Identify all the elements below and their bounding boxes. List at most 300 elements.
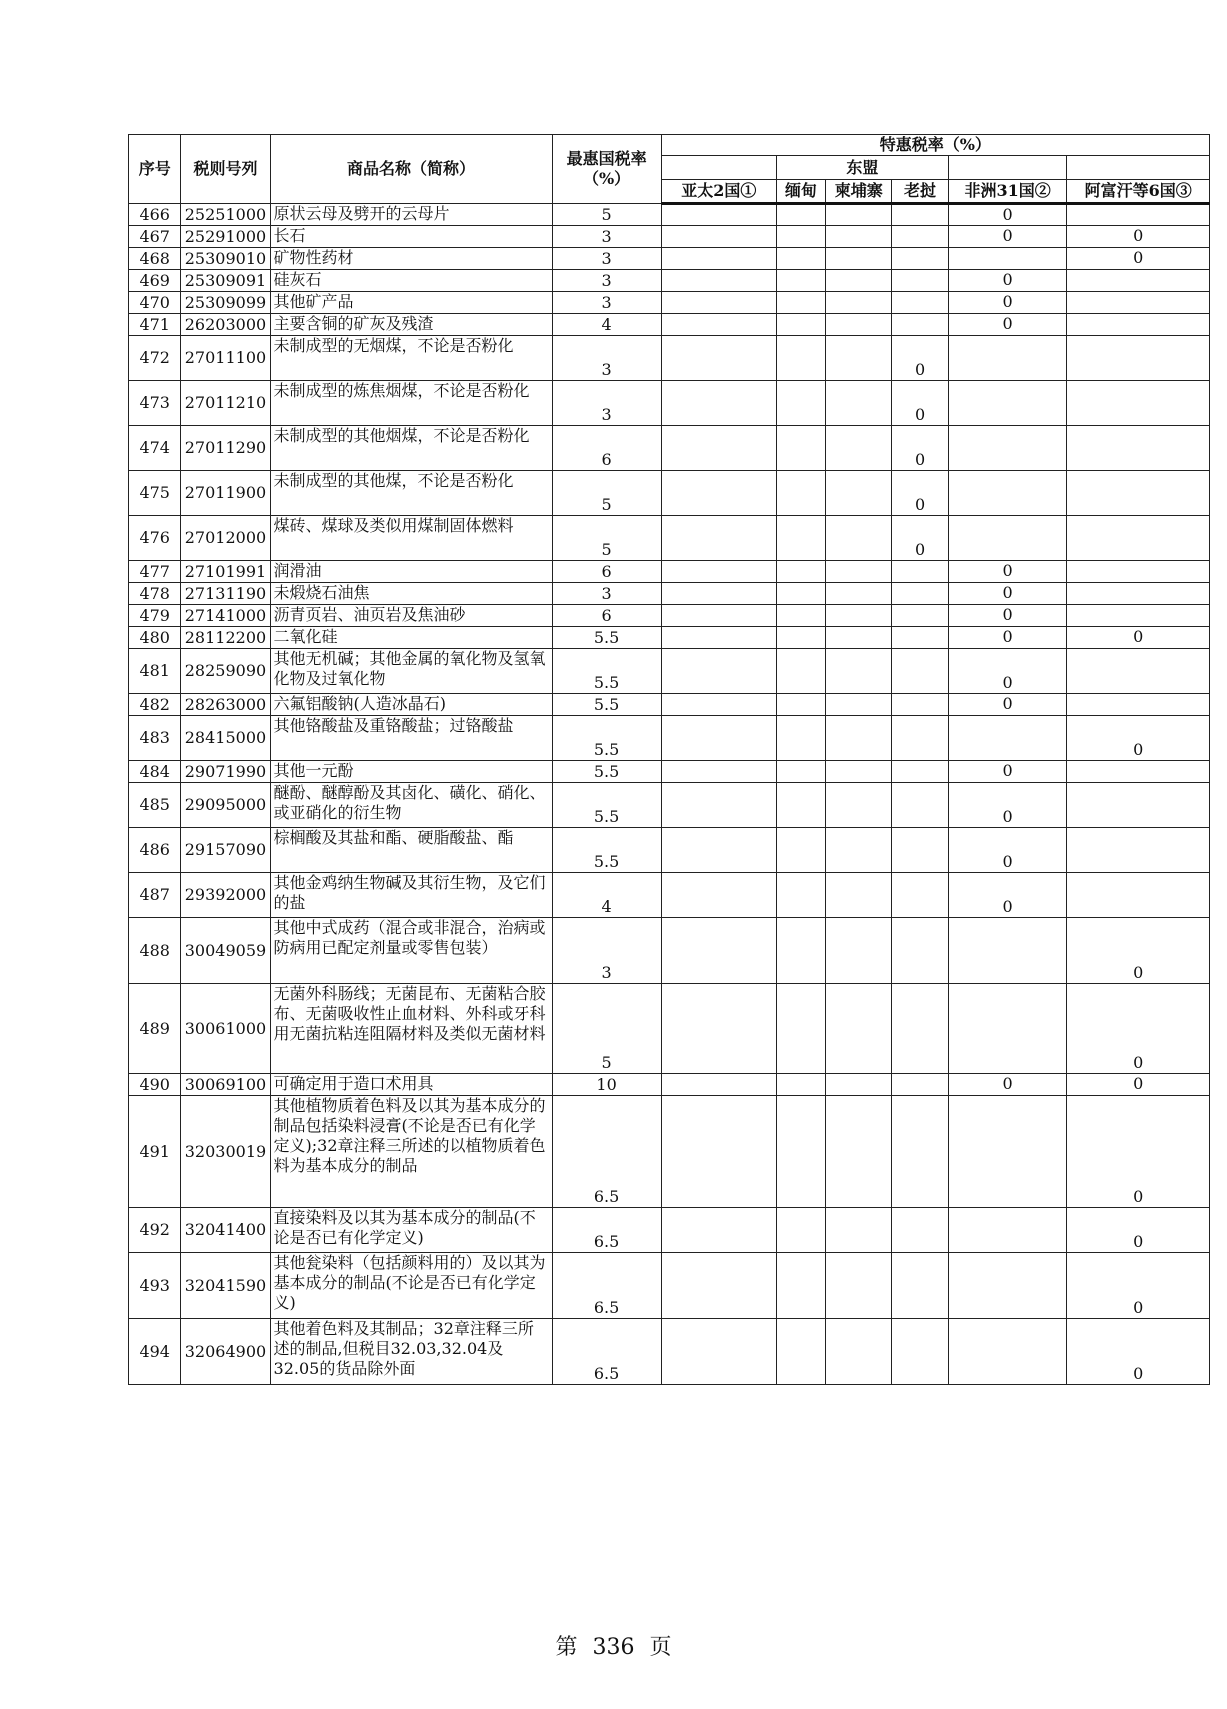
table-row bbox=[129, 694, 1210, 716]
cell-myanmar bbox=[776, 381, 825, 426]
cell-mfn: 5.5 bbox=[552, 649, 661, 694]
cell-mfn: 10 bbox=[552, 1074, 661, 1096]
cell-seq: 490 bbox=[129, 1074, 181, 1096]
cell-seq: 481 bbox=[129, 649, 181, 694]
cell-myanmar bbox=[776, 426, 825, 471]
cell-apta bbox=[661, 984, 776, 1074]
cell-cambodia bbox=[826, 426, 892, 471]
cell-africa bbox=[948, 918, 1066, 984]
table-row bbox=[129, 918, 1210, 984]
cell-laos bbox=[892, 649, 949, 694]
cell-code: 25309010 bbox=[181, 248, 270, 270]
cell-name: 其他无机碱；其他金属的氧化物及氢氧化物及过氧化物 bbox=[270, 649, 552, 694]
cell-name: 六氟铝酸钠(人造冰晶石) bbox=[270, 694, 552, 716]
cell-mfn: 6.5 bbox=[552, 1253, 661, 1319]
cell-cambodia bbox=[826, 336, 892, 381]
cell-code: 28263000 bbox=[181, 694, 270, 716]
cell-africa bbox=[948, 516, 1066, 561]
table-row bbox=[129, 426, 1210, 471]
cell-code: 29071990 bbox=[181, 761, 270, 783]
cell-afghanistan: 0 bbox=[1067, 1096, 1210, 1208]
cell-laos bbox=[892, 984, 949, 1074]
cell-myanmar bbox=[776, 248, 825, 270]
cell-laos bbox=[892, 204, 949, 226]
cell-seq: 493 bbox=[129, 1253, 181, 1319]
cell-cambodia bbox=[826, 828, 892, 873]
cell-apta bbox=[661, 270, 776, 292]
cell-cambodia bbox=[826, 783, 892, 828]
cell-seq: 484 bbox=[129, 761, 181, 783]
cell-afghanistan bbox=[1067, 649, 1210, 694]
cell-cambodia bbox=[826, 1096, 892, 1208]
cell-laos bbox=[892, 605, 949, 627]
cell-afghanistan: 0 bbox=[1067, 226, 1210, 248]
cell-myanmar bbox=[776, 516, 825, 561]
cell-afghanistan bbox=[1067, 761, 1210, 783]
cell-seq: 494 bbox=[129, 1319, 181, 1385]
cell-laos bbox=[892, 627, 949, 649]
table-row bbox=[129, 605, 1210, 627]
cell-laos bbox=[892, 761, 949, 783]
cell-name: 无菌外科肠线；无菌昆布、无菌粘合胶布、无菌吸收性止血材料、外科或牙科用无菌抗粘连阻隔材料及类似无菌材料 bbox=[270, 984, 552, 1074]
cell-name: 未制成型的其他煤，不论是否粉化 bbox=[270, 471, 552, 516]
cell-cambodia bbox=[826, 1208, 892, 1253]
cell-myanmar bbox=[776, 918, 825, 984]
cell-name: 可确定用于造口术用具 bbox=[270, 1074, 552, 1096]
cell-africa: 0 bbox=[948, 204, 1066, 226]
cell-mfn: 6.5 bbox=[552, 1096, 661, 1208]
cell-laos bbox=[892, 873, 949, 918]
cell-africa bbox=[948, 471, 1066, 516]
cell-name: 其他一元酚 bbox=[270, 761, 552, 783]
cell-cambodia bbox=[826, 918, 892, 984]
cell-name: 煤砖、煤球及类似用煤制固体燃料 bbox=[270, 516, 552, 561]
cell-africa: 0 bbox=[948, 605, 1066, 627]
cell-mfn: 5.5 bbox=[552, 716, 661, 761]
cell-seq: 489 bbox=[129, 984, 181, 1074]
cell-code: 27131190 bbox=[181, 583, 270, 605]
cell-afghanistan: 0 bbox=[1067, 1208, 1210, 1253]
cell-code: 32030019 bbox=[181, 1096, 270, 1208]
cell-mfn: 3 bbox=[552, 292, 661, 314]
cell-africa bbox=[948, 1319, 1066, 1385]
cell-cambodia bbox=[826, 516, 892, 561]
cell-cambodia bbox=[826, 1319, 892, 1385]
cell-myanmar bbox=[776, 761, 825, 783]
table-row bbox=[129, 381, 1210, 426]
cell-code: 27101991 bbox=[181, 561, 270, 583]
cell-apta bbox=[661, 918, 776, 984]
header-code: 税则号列 bbox=[181, 135, 270, 204]
cell-africa: 0 bbox=[948, 649, 1066, 694]
cell-name: 未煅烧石油焦 bbox=[270, 583, 552, 605]
cell-seq: 466 bbox=[129, 204, 181, 226]
header-mfn: 最惠国税率 （%） bbox=[552, 135, 661, 204]
cell-cambodia bbox=[826, 649, 892, 694]
cell-laos bbox=[892, 783, 949, 828]
cell-code: 27011100 bbox=[181, 336, 270, 381]
page-number-prefix: 第 bbox=[555, 1635, 578, 1660]
cell-laos: 0 bbox=[892, 516, 949, 561]
cell-apta bbox=[661, 783, 776, 828]
cell-myanmar bbox=[776, 471, 825, 516]
cell-seq: 477 bbox=[129, 561, 181, 583]
cell-myanmar bbox=[776, 292, 825, 314]
table-row bbox=[129, 336, 1210, 381]
cell-seq: 478 bbox=[129, 583, 181, 605]
cell-mfn: 6.5 bbox=[552, 1319, 661, 1385]
cell-seq: 467 bbox=[129, 226, 181, 248]
page-number: 336 bbox=[592, 1635, 635, 1660]
table-row bbox=[129, 226, 1210, 248]
cell-myanmar bbox=[776, 583, 825, 605]
cell-name: 未制成型的其他烟煤，不论是否粉化 bbox=[270, 426, 552, 471]
cell-myanmar bbox=[776, 783, 825, 828]
cell-apta bbox=[661, 716, 776, 761]
cell-apta bbox=[661, 381, 776, 426]
cell-laos bbox=[892, 918, 949, 984]
cell-name: 未制成型的炼焦烟煤，不论是否粉化 bbox=[270, 381, 552, 426]
cell-name: 硅灰石 bbox=[270, 270, 552, 292]
table-row bbox=[129, 204, 1210, 226]
cell-apta bbox=[661, 828, 776, 873]
cell-afghanistan: 0 bbox=[1067, 1253, 1210, 1319]
cell-seq: 485 bbox=[129, 783, 181, 828]
cell-apta bbox=[661, 336, 776, 381]
cell-laos bbox=[892, 314, 949, 336]
cell-code: 28112200 bbox=[181, 627, 270, 649]
cell-afghanistan bbox=[1067, 873, 1210, 918]
cell-afghanistan bbox=[1067, 783, 1210, 828]
cell-apta bbox=[661, 627, 776, 649]
cell-cambodia bbox=[826, 984, 892, 1074]
cell-afghanistan bbox=[1067, 292, 1210, 314]
cell-africa bbox=[948, 1253, 1066, 1319]
cell-apta bbox=[661, 649, 776, 694]
cell-africa bbox=[948, 716, 1066, 761]
cell-africa: 0 bbox=[948, 694, 1066, 716]
cell-name: 沥青页岩、油页岩及焦油砂 bbox=[270, 605, 552, 627]
cell-apta bbox=[661, 471, 776, 516]
table-header bbox=[129, 135, 1210, 204]
cell-seq: 483 bbox=[129, 716, 181, 761]
table-row bbox=[129, 873, 1210, 918]
cell-apta bbox=[661, 314, 776, 336]
cell-code: 26203000 bbox=[181, 314, 270, 336]
cell-name: 其他瓮染料（包括颜料用的）及以其为基本成分的制品(不论是否已有化学定义) bbox=[270, 1253, 552, 1319]
cell-code: 28415000 bbox=[181, 716, 270, 761]
cell-cambodia bbox=[826, 204, 892, 226]
cell-myanmar bbox=[776, 716, 825, 761]
header-special: 特惠税率（%） bbox=[661, 135, 1209, 156]
cell-code: 25309099 bbox=[181, 292, 270, 314]
cell-mfn: 4 bbox=[552, 314, 661, 336]
cell-name: 其他植物质着色料及以其为基本成分的制品包括染料浸膏(不论是否已有化学定义);32章注释三所述的以植物质着色料为基本成分的制品 bbox=[270, 1096, 552, 1208]
cell-laos bbox=[892, 583, 949, 605]
cell-mfn: 4 bbox=[552, 873, 661, 918]
cell-myanmar bbox=[776, 828, 825, 873]
cell-cambodia bbox=[826, 716, 892, 761]
table-row bbox=[129, 716, 1210, 761]
cell-myanmar bbox=[776, 1319, 825, 1385]
table-row bbox=[129, 314, 1210, 336]
cell-code: 30069100 bbox=[181, 1074, 270, 1096]
cell-laos bbox=[892, 226, 949, 248]
cell-laos bbox=[892, 828, 949, 873]
cell-cambodia bbox=[826, 471, 892, 516]
cell-mfn: 5 bbox=[552, 984, 661, 1074]
cell-apta bbox=[661, 873, 776, 918]
cell-afghanistan bbox=[1067, 694, 1210, 716]
cell-apta bbox=[661, 561, 776, 583]
cell-mfn: 3 bbox=[552, 583, 661, 605]
cell-myanmar bbox=[776, 1074, 825, 1096]
cell-myanmar bbox=[776, 336, 825, 381]
cell-cambodia bbox=[826, 226, 892, 248]
cell-laos: 0 bbox=[892, 381, 949, 426]
cell-mfn: 6 bbox=[552, 561, 661, 583]
cell-laos bbox=[892, 694, 949, 716]
cell-code: 29157090 bbox=[181, 828, 270, 873]
cell-mfn: 3 bbox=[552, 270, 661, 292]
cell-cambodia bbox=[826, 873, 892, 918]
cell-africa bbox=[948, 248, 1066, 270]
cell-africa: 0 bbox=[948, 1074, 1066, 1096]
cell-myanmar bbox=[776, 561, 825, 583]
cell-myanmar bbox=[776, 1253, 825, 1319]
cell-code: 30061000 bbox=[181, 984, 270, 1074]
cell-name: 未制成型的无烟煤，不论是否粉化 bbox=[270, 336, 552, 381]
cell-mfn: 6.5 bbox=[552, 1208, 661, 1253]
cell-name: 矿物性药材 bbox=[270, 248, 552, 270]
cell-africa: 0 bbox=[948, 292, 1066, 314]
cell-cambodia bbox=[826, 248, 892, 270]
cell-africa bbox=[948, 336, 1066, 381]
cell-cambodia bbox=[826, 583, 892, 605]
table-row bbox=[129, 292, 1210, 314]
cell-africa: 0 bbox=[948, 583, 1066, 605]
cell-apta bbox=[661, 1096, 776, 1208]
cell-apta bbox=[661, 1074, 776, 1096]
cell-africa bbox=[948, 1096, 1066, 1208]
cell-afghanistan bbox=[1067, 426, 1210, 471]
cell-mfn: 5 bbox=[552, 516, 661, 561]
cell-code: 32041590 bbox=[181, 1253, 270, 1319]
cell-laos: 0 bbox=[892, 471, 949, 516]
cell-mfn: 5 bbox=[552, 204, 661, 226]
table-row bbox=[129, 761, 1210, 783]
cell-cambodia bbox=[826, 292, 892, 314]
header-apta: 亚太2国① bbox=[661, 180, 776, 204]
cell-africa: 0 bbox=[948, 783, 1066, 828]
cell-seq: 474 bbox=[129, 426, 181, 471]
cell-laos bbox=[892, 1208, 949, 1253]
cell-code: 25291000 bbox=[181, 226, 270, 248]
cell-afghanistan bbox=[1067, 583, 1210, 605]
cell-myanmar bbox=[776, 226, 825, 248]
cell-apta bbox=[661, 583, 776, 605]
cell-laos bbox=[892, 1096, 949, 1208]
cell-seq: 487 bbox=[129, 873, 181, 918]
cell-cambodia bbox=[826, 605, 892, 627]
cell-afghanistan: 0 bbox=[1067, 1074, 1210, 1096]
cell-afghanistan: 0 bbox=[1067, 716, 1210, 761]
table-row bbox=[129, 583, 1210, 605]
cell-code: 25251000 bbox=[181, 204, 270, 226]
cell-name: 其他中式成药（混合或非混合，治病或防病用已配定剂量或零售包装） bbox=[270, 918, 552, 984]
header-laos: 老挝 bbox=[892, 180, 949, 204]
table-row bbox=[129, 516, 1210, 561]
cell-mfn: 5.5 bbox=[552, 828, 661, 873]
cell-laos: 0 bbox=[892, 336, 949, 381]
cell-apta bbox=[661, 1208, 776, 1253]
header-afghanistan-spacer bbox=[1067, 156, 1210, 180]
cell-afghanistan bbox=[1067, 828, 1210, 873]
table-row bbox=[129, 561, 1210, 583]
table-row bbox=[129, 248, 1210, 270]
cell-seq: 492 bbox=[129, 1208, 181, 1253]
cell-seq: 473 bbox=[129, 381, 181, 426]
cell-code: 29095000 bbox=[181, 783, 270, 828]
cell-apta bbox=[661, 516, 776, 561]
header-asean: 东盟 bbox=[776, 156, 948, 180]
cell-africa: 0 bbox=[948, 761, 1066, 783]
cell-name: 棕榈酸及其盐和酯、硬脂酸盐、酯 bbox=[270, 828, 552, 873]
cell-seq: 479 bbox=[129, 605, 181, 627]
cell-afghanistan bbox=[1067, 381, 1210, 426]
cell-seq: 476 bbox=[129, 516, 181, 561]
cell-laos: 0 bbox=[892, 426, 949, 471]
cell-mfn: 5.5 bbox=[552, 783, 661, 828]
table-row bbox=[129, 1208, 1210, 1253]
cell-name: 其他金鸡纳生物碱及其衍生物，及它们的盐 bbox=[270, 873, 552, 918]
cell-mfn: 5.5 bbox=[552, 627, 661, 649]
cell-apta bbox=[661, 226, 776, 248]
cell-africa: 0 bbox=[948, 561, 1066, 583]
cell-cambodia bbox=[826, 561, 892, 583]
cell-seq: 480 bbox=[129, 627, 181, 649]
page-number-suffix: 页 bbox=[649, 1635, 672, 1660]
header-name: 商品名称（简称） bbox=[270, 135, 552, 204]
header-myanmar: 缅甸 bbox=[776, 180, 825, 204]
page-footer bbox=[0, 1630, 1227, 1661]
cell-code: 25309091 bbox=[181, 270, 270, 292]
cell-laos bbox=[892, 561, 949, 583]
cell-cambodia bbox=[826, 694, 892, 716]
table-row bbox=[129, 984, 1210, 1074]
cell-africa bbox=[948, 984, 1066, 1074]
cell-laos bbox=[892, 1074, 949, 1096]
header-africa-spacer bbox=[948, 156, 1066, 180]
cell-mfn: 6 bbox=[552, 426, 661, 471]
cell-name: 长石 bbox=[270, 226, 552, 248]
cell-myanmar bbox=[776, 649, 825, 694]
table-body bbox=[129, 204, 1210, 1385]
cell-seq: 486 bbox=[129, 828, 181, 873]
cell-cambodia bbox=[826, 1253, 892, 1319]
cell-myanmar bbox=[776, 605, 825, 627]
cell-code: 30049059 bbox=[181, 918, 270, 984]
cell-name: 直接染料及以其为基本成分的制品(不论是否已有化学定义) bbox=[270, 1208, 552, 1253]
cell-code: 27011290 bbox=[181, 426, 270, 471]
cell-cambodia bbox=[826, 761, 892, 783]
cell-code: 27011210 bbox=[181, 381, 270, 426]
cell-afghanistan: 0 bbox=[1067, 1319, 1210, 1385]
cell-laos bbox=[892, 716, 949, 761]
cell-myanmar bbox=[776, 270, 825, 292]
cell-code: 32041400 bbox=[181, 1208, 270, 1253]
cell-africa: 0 bbox=[948, 828, 1066, 873]
cell-myanmar bbox=[776, 204, 825, 226]
cell-mfn: 3 bbox=[552, 918, 661, 984]
cell-apta bbox=[661, 761, 776, 783]
cell-laos bbox=[892, 1319, 949, 1385]
cell-seq: 488 bbox=[129, 918, 181, 984]
cell-name: 醚酚、醚醇酚及其卤化、磺化、硝化、或亚硝化的衍生物 bbox=[270, 783, 552, 828]
cell-seq: 482 bbox=[129, 694, 181, 716]
cell-laos bbox=[892, 248, 949, 270]
cell-africa bbox=[948, 381, 1066, 426]
cell-afghanistan bbox=[1067, 605, 1210, 627]
table-row bbox=[129, 1074, 1210, 1096]
table-row bbox=[129, 828, 1210, 873]
cell-mfn: 5 bbox=[552, 471, 661, 516]
cell-code: 32064900 bbox=[181, 1319, 270, 1385]
cell-apta bbox=[661, 292, 776, 314]
cell-seq: 468 bbox=[129, 248, 181, 270]
header-cambodia: 柬埔寨 bbox=[826, 180, 892, 204]
cell-seq: 472 bbox=[129, 336, 181, 381]
cell-myanmar bbox=[776, 984, 825, 1074]
cell-seq: 470 bbox=[129, 292, 181, 314]
cell-laos bbox=[892, 292, 949, 314]
cell-name: 其他铬酸盐及重铬酸盐；过铬酸盐 bbox=[270, 716, 552, 761]
table-row bbox=[129, 783, 1210, 828]
cell-afghanistan bbox=[1067, 204, 1210, 226]
header-afghanistan: 阿富汗等6国③ bbox=[1067, 180, 1210, 204]
cell-africa bbox=[948, 426, 1066, 471]
cell-afghanistan bbox=[1067, 516, 1210, 561]
table-row bbox=[129, 1096, 1210, 1208]
cell-code: 27141000 bbox=[181, 605, 270, 627]
cell-apta bbox=[661, 1319, 776, 1385]
cell-apta bbox=[661, 426, 776, 471]
cell-name: 二氧化硅 bbox=[270, 627, 552, 649]
tariff-table bbox=[128, 134, 1210, 1385]
table-row bbox=[129, 649, 1210, 694]
cell-code: 27012000 bbox=[181, 516, 270, 561]
cell-myanmar bbox=[776, 627, 825, 649]
table-row bbox=[129, 471, 1210, 516]
cell-myanmar bbox=[776, 873, 825, 918]
header-africa: 非洲31国② bbox=[948, 180, 1066, 204]
cell-afghanistan bbox=[1067, 471, 1210, 516]
cell-afghanistan bbox=[1067, 336, 1210, 381]
cell-name: 主要含铜的矿灰及残渣 bbox=[270, 314, 552, 336]
cell-seq: 491 bbox=[129, 1096, 181, 1208]
cell-cambodia bbox=[826, 627, 892, 649]
cell-cambodia bbox=[826, 270, 892, 292]
cell-myanmar bbox=[776, 314, 825, 336]
cell-seq: 475 bbox=[129, 471, 181, 516]
cell-cambodia bbox=[826, 381, 892, 426]
cell-africa: 0 bbox=[948, 627, 1066, 649]
cell-code: 29392000 bbox=[181, 873, 270, 918]
cell-seq: 471 bbox=[129, 314, 181, 336]
cell-africa: 0 bbox=[948, 270, 1066, 292]
cell-afghanistan bbox=[1067, 314, 1210, 336]
cell-cambodia bbox=[826, 1074, 892, 1096]
